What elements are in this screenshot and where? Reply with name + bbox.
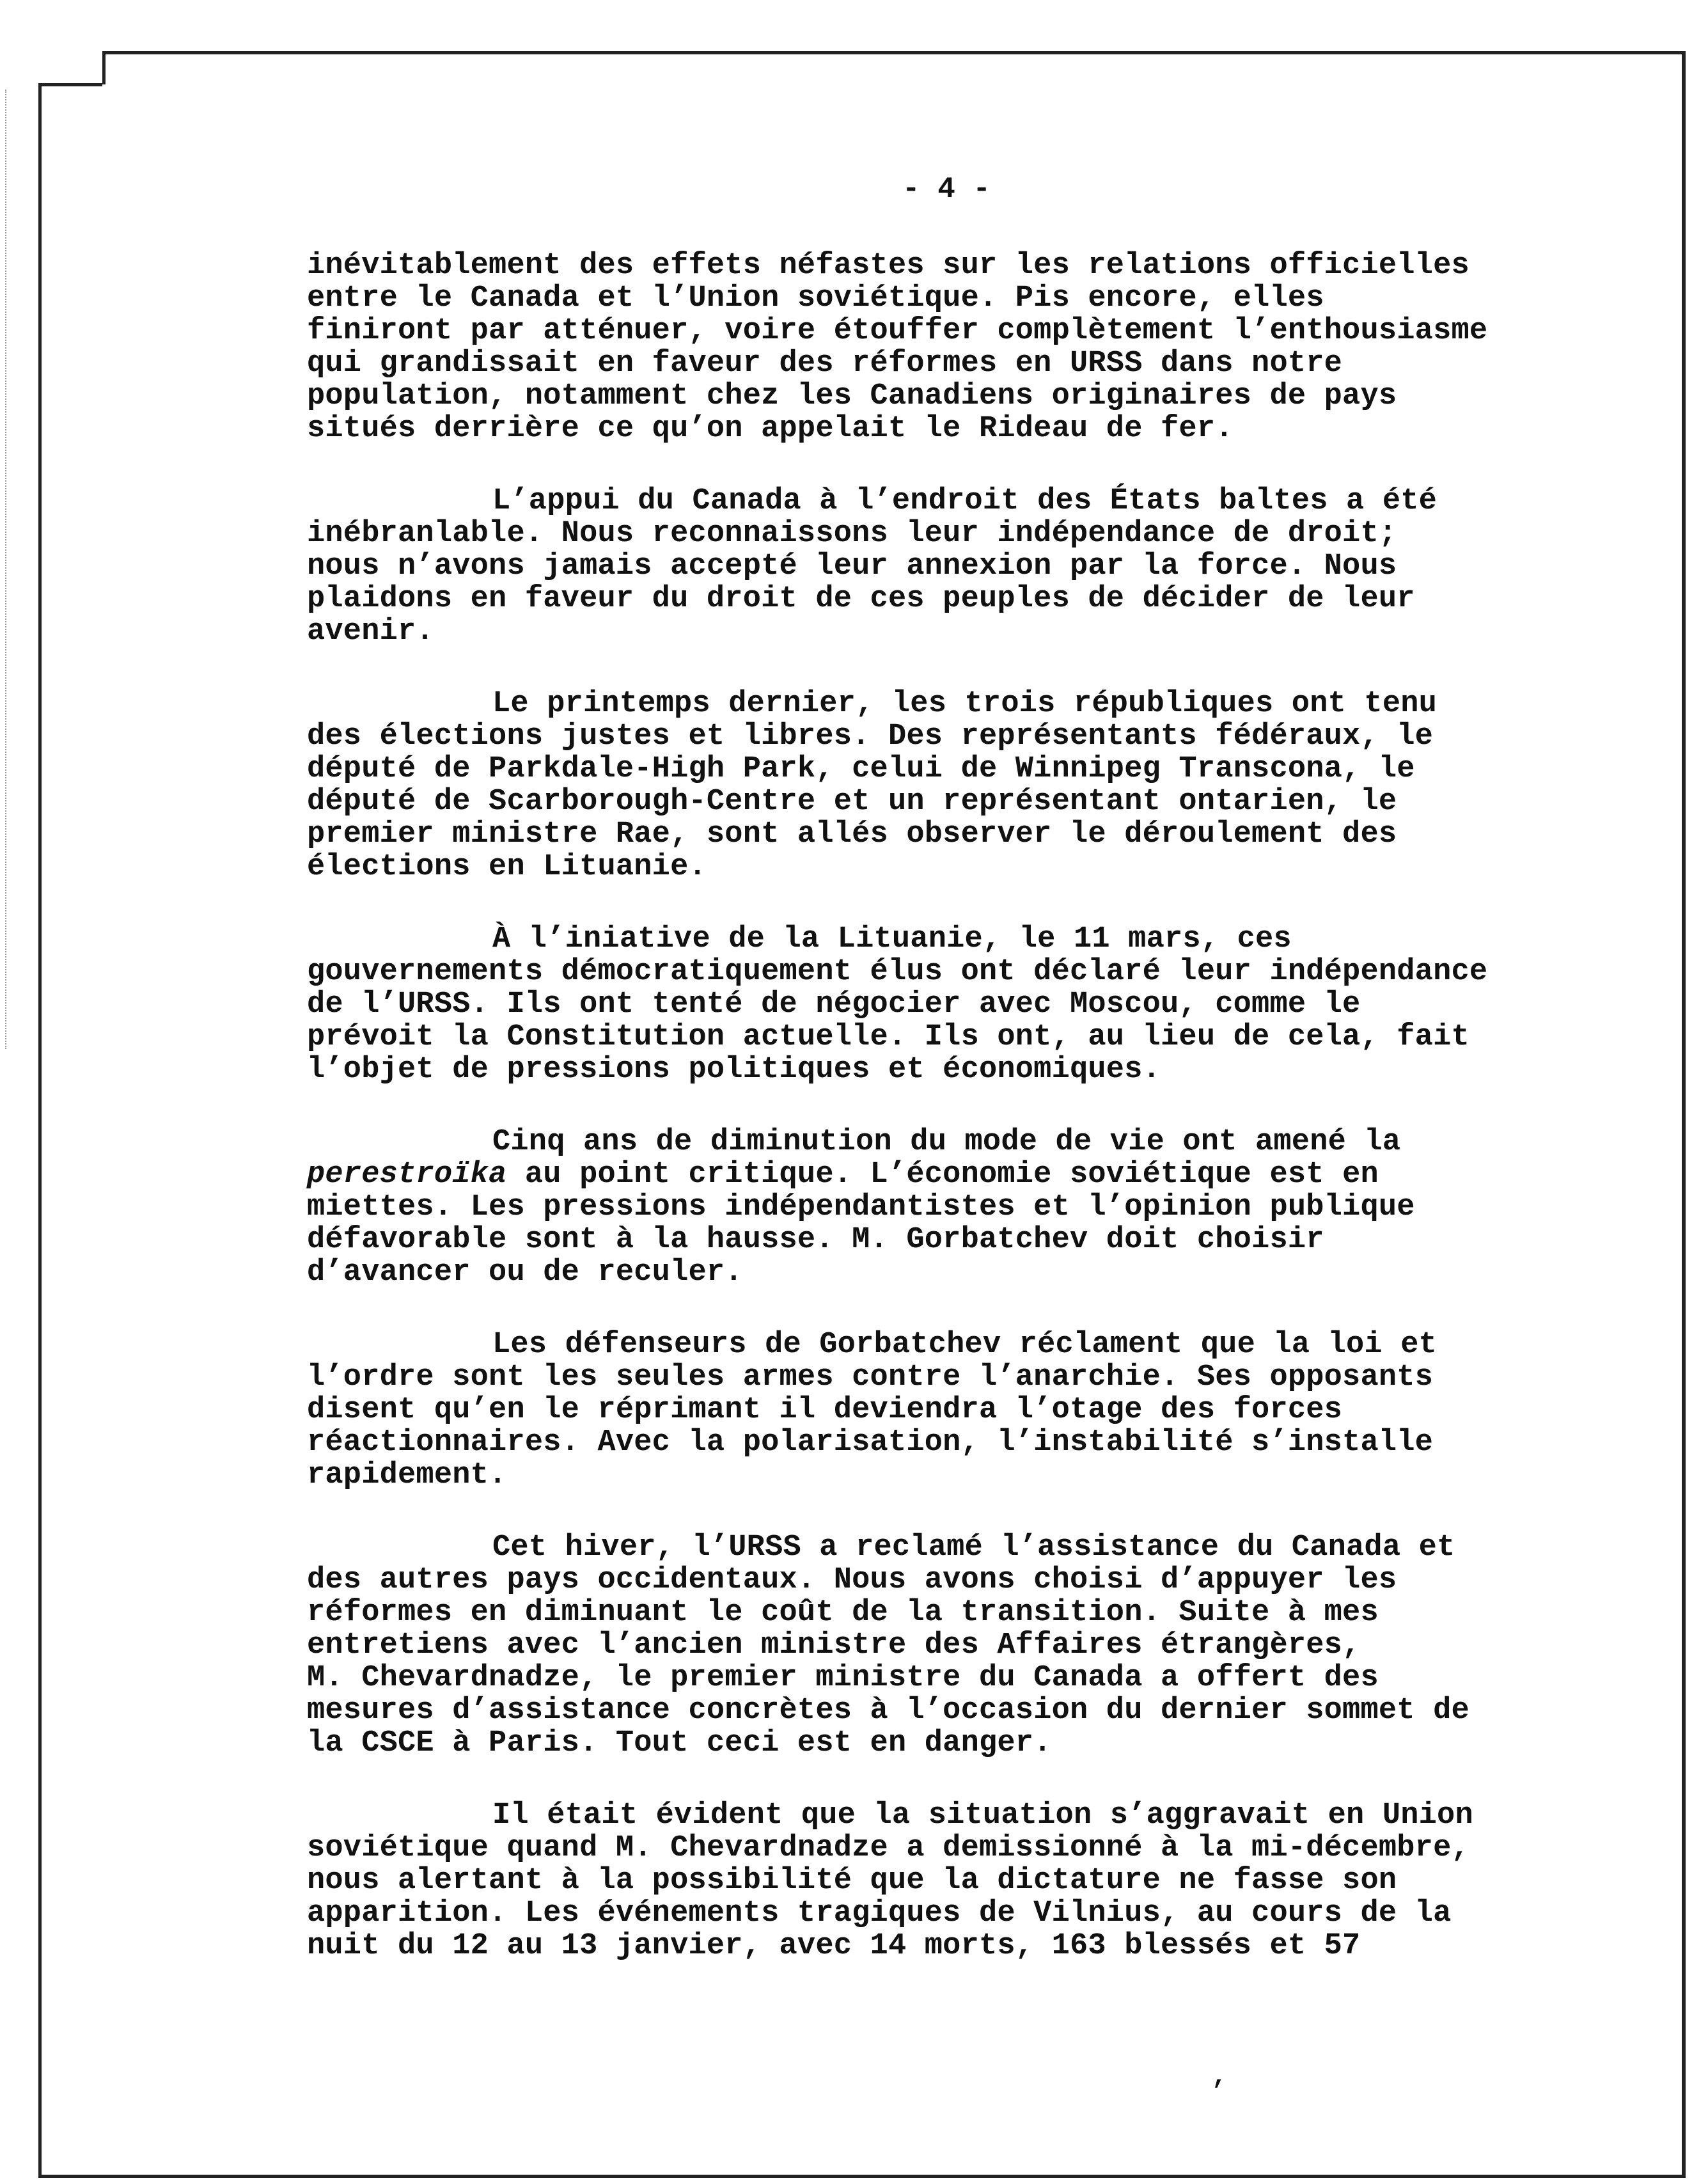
paragraph-2: L’appui du Canada à l’endroit des États baltes a été inébranlable. Nous reconnaissons leur indépendance de droit; nous n’avons jamais accepté leur annexion par la force. Nous plaidons en faveur du droit de ces peuples de décider de leur avenir. (307, 484, 1438, 649)
paragraph-8: Il était évident que la situation s’aggravait en Union soviétique quand M. Chevardnadze a demissionné à la mi-décembre, nous alertant à la possibilité que la dictature ne fasse son apparition. Les événements tragiques de Vilnius, au cours de la nuit du 12 au 13 janvier, avec 14 morts, 163 blessés et 57 (307, 1799, 1473, 1963)
paragraph-5: Cinq ans de diminution du mode de vie ont amené la perestroïka au point critique. L’économie soviétique est en miettes. Les pressions indépendantistes et l’opinion publique défavorable sont à la hausse. M. Gorbatchev doit choisir d’avancer ou de reculer. (307, 1125, 1415, 1289)
paragraph-6: Les défenseurs de Gorbatchev réclament que la loi et l’ordre sont les seules armes contre l’anarchie. Ses opposants disent qu’en le réprimant il deviendra l’otage des forces réactionnaires. Avec la polarisation, l’instabilité s’installe rapidement. (307, 1328, 1438, 1492)
page-frame-top (102, 51, 1682, 54)
document-body (307, 249, 1579, 2002)
paragraph-4: À l’iniative de la Lituanie, le 11 mars, ces gouvernements démocratiquement élus ont déclaré leur indépendance de l’URSS. Ils ont tenté de négocier avec Moscou, comme le prévoit la Constitution actuelle. Ils ont, au lieu de cela, fait l’objet de pressions politiques et économiques. (307, 922, 1488, 1087)
scan-margin-specks (5, 90, 19, 1049)
page-frame-tab (38, 83, 102, 86)
italic-term: perestroïka (307, 1158, 507, 1192)
paragraph-3: Le printemps dernier, les trois républiques ont tenu des élections justes et libres. Des représentants fédéraux, le député de Parkdale-High Park, celui de Winnipeg Transcona, le député de Scarborough-Centre et un représentant ontarien, le premier ministre Rae, sont allés observer le déroulement des élections en Lituanie. (307, 687, 1438, 884)
paragraph-7: Cet hiver, l’URSS a reclamé l’assistance du Canada et des autres pays occidentaux. Nous avons choisi d’appuyer les réformes en diminuant le coût de la transition. Suite à mes entretiens avec l’ancien ministre des Affaires étrangères, M. Chevardnadze, le premier ministre du Canada a offert des mesures d’assistance concrètes à l’occasion du dernier sommet de la CSCE à Paris. Tout ceci est en danger. (307, 1531, 1469, 1760)
page-frame-tab-edge (102, 51, 106, 84)
scan-speck-mark: , (1212, 2063, 1228, 2092)
page-number: - 4 - (902, 173, 991, 206)
paragraph-1: inévitablement des effets néfastes sur les relations officielles entre le Canada et l’Union soviétique. Pis encore, elles finiront par atténuer, voire étouffer complètement l’enthousiasme qui grandissait en faveur des réformes en URSS dans notre population, notamment chez les Canadiens originaires de pays situés derrière ce qu’on appelait le Rideau de fer. (307, 249, 1488, 446)
page-frame-left (38, 83, 42, 2175)
page-frame-bottom (38, 2175, 1686, 2178)
page-frame-right (1682, 51, 1686, 2175)
